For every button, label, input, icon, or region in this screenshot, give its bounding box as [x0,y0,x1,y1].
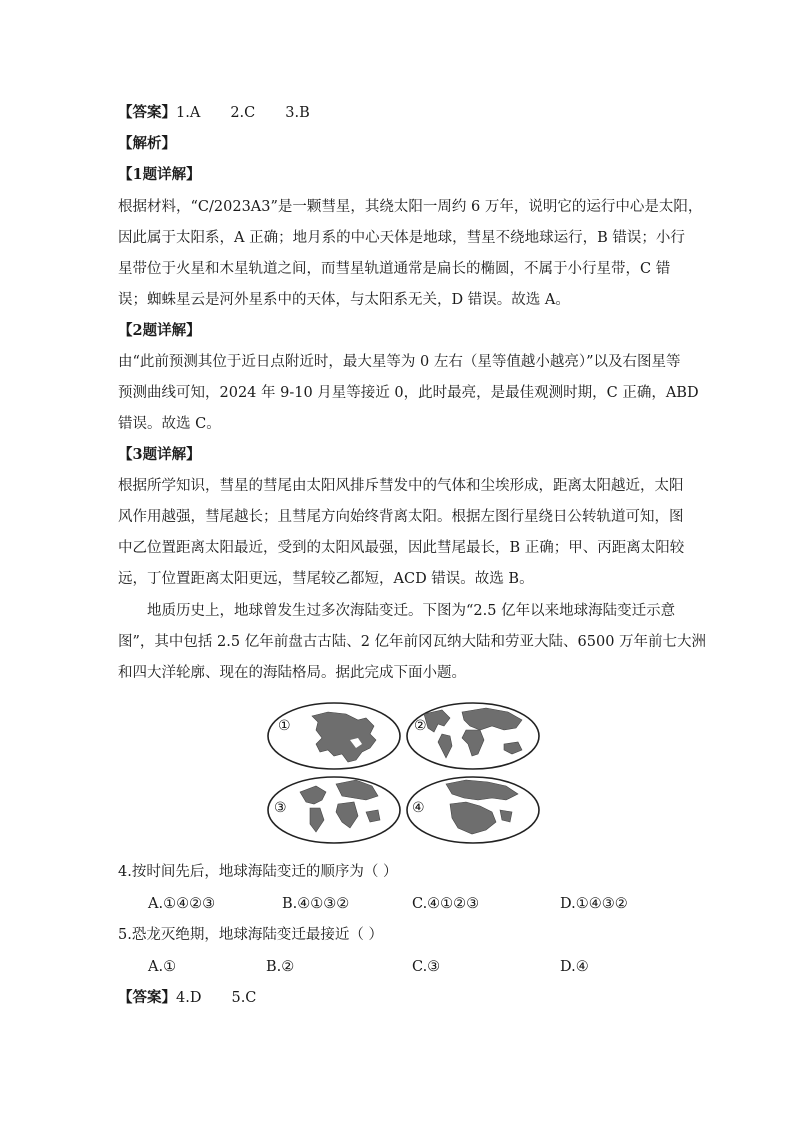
q2-text-line: 预测曲线可知，2024 年 9-10 月星等接近 0，此时最亮，是最佳观测时期，C 正确，ABD [118,385,699,401]
q1-heading: 【1题详解】 [118,166,201,183]
answer-item: 5.C [231,990,257,1006]
q3-text-line: 风作用越强，彗尾越长；且彗尾方向始终背离太阳。根据左图行星绕日公转轨道可知，图 [118,509,684,525]
q2-heading: 【2题详解】 [118,322,201,339]
map-4-land-island [500,810,512,822]
answer-label: 【答案】 [118,989,176,1006]
q5-option-b: B.② [266,959,295,975]
q3-text-line: 根据所学知识，彗星的彗尾由太阳风排斥彗发中的气体和尘埃形成，距离太阳越近，太阳 [118,478,684,494]
answer-item: 4.D [176,990,202,1006]
q2-text-line: 错误。故选 C。 [118,416,221,432]
answer-line-2 [118,988,678,1008]
intro-text-line: 地质历史上，地球曾发生过多次海陆变迁。下图为“2.5 亿年以来地球海陆变迁示意 [147,603,676,619]
q1-text-line: 根据材料，“C/2023A3”是一颗彗星，其绕太阳一周约 6 万年，说明它的运行中心是太阳， [118,199,703,215]
q3-heading: 【3题详解】 [118,446,201,463]
q4-option-c: C.④①②③ [412,896,480,912]
q1-text-line: 误；蜘蛛星云是河外星系中的天体，与太阳系无关，D 错误。故选 A。 [118,292,570,308]
q5-option-a: A.① [148,959,177,975]
q1-text-line: 星带位于火星和木星轨道之间，而彗星轨道通常是扁长的椭圆，不属于小行星带，C 错 [118,261,671,277]
q3-text-line: 远，丁位置距离太阳更远，彗尾较乙都短，ACD 错误。故选 B。 [118,571,534,587]
map-2 [407,703,539,769]
sea-land-change-figure [266,700,542,846]
q5-option-d: D.④ [560,959,589,975]
q4-stem: 4.按时间先后，地球海陆变迁的顺序为（ ） [118,864,398,880]
q3-text-line: 中乙位置距离太阳最近，受到的太阳风最强，因此彗尾最长，B 正确；甲、丙距离太阳较 [118,540,685,556]
q4-option-a: A.①④②③ [148,896,216,912]
q4-option-d: D.①④③② [560,896,628,912]
map-1-label: ① [278,718,291,734]
answer-item: 2.C [230,105,256,121]
answer-item: 1.A [176,105,201,121]
q5-stem: 5.恐龙灭绝期，地球海陆变迁最接近（ ） [118,927,383,943]
map-3-label: ③ [274,800,287,816]
q5-option-c: C.③ [412,959,441,975]
analysis-label: 【解析】 [118,135,176,152]
q2-text-line: 由“此前预测其位于近日点附近时，最大星等为 0 左右（星等值越小越亮）”以及右图星等 [118,354,681,370]
q4-option-b: B.④①③② [282,896,350,912]
map-3 [268,777,400,843]
map-4-label: ④ [412,800,425,816]
answer-label: 【答案】 [118,104,176,121]
q1-text-line: 因此属于太阳系，A 正确；地月系的中心天体是地球，彗星不绕地球运行，B 错误；小行 [118,230,685,246]
map-1 [268,703,400,769]
intro-text-line: 图”，其中包括 2.5 亿年前盘古古陆、2 亿年前冈瓦纳大陆和劳亚大陆、6500 万年前七大洲 [118,634,707,650]
answer-item: 3.B [285,105,310,121]
map-2-label: ② [414,718,427,734]
answer-line-1 [118,103,678,123]
map-4 [407,777,539,843]
intro-text-line: 和四大洋轮廓、现在的海陆格局。据此完成下面小题。 [118,665,466,681]
